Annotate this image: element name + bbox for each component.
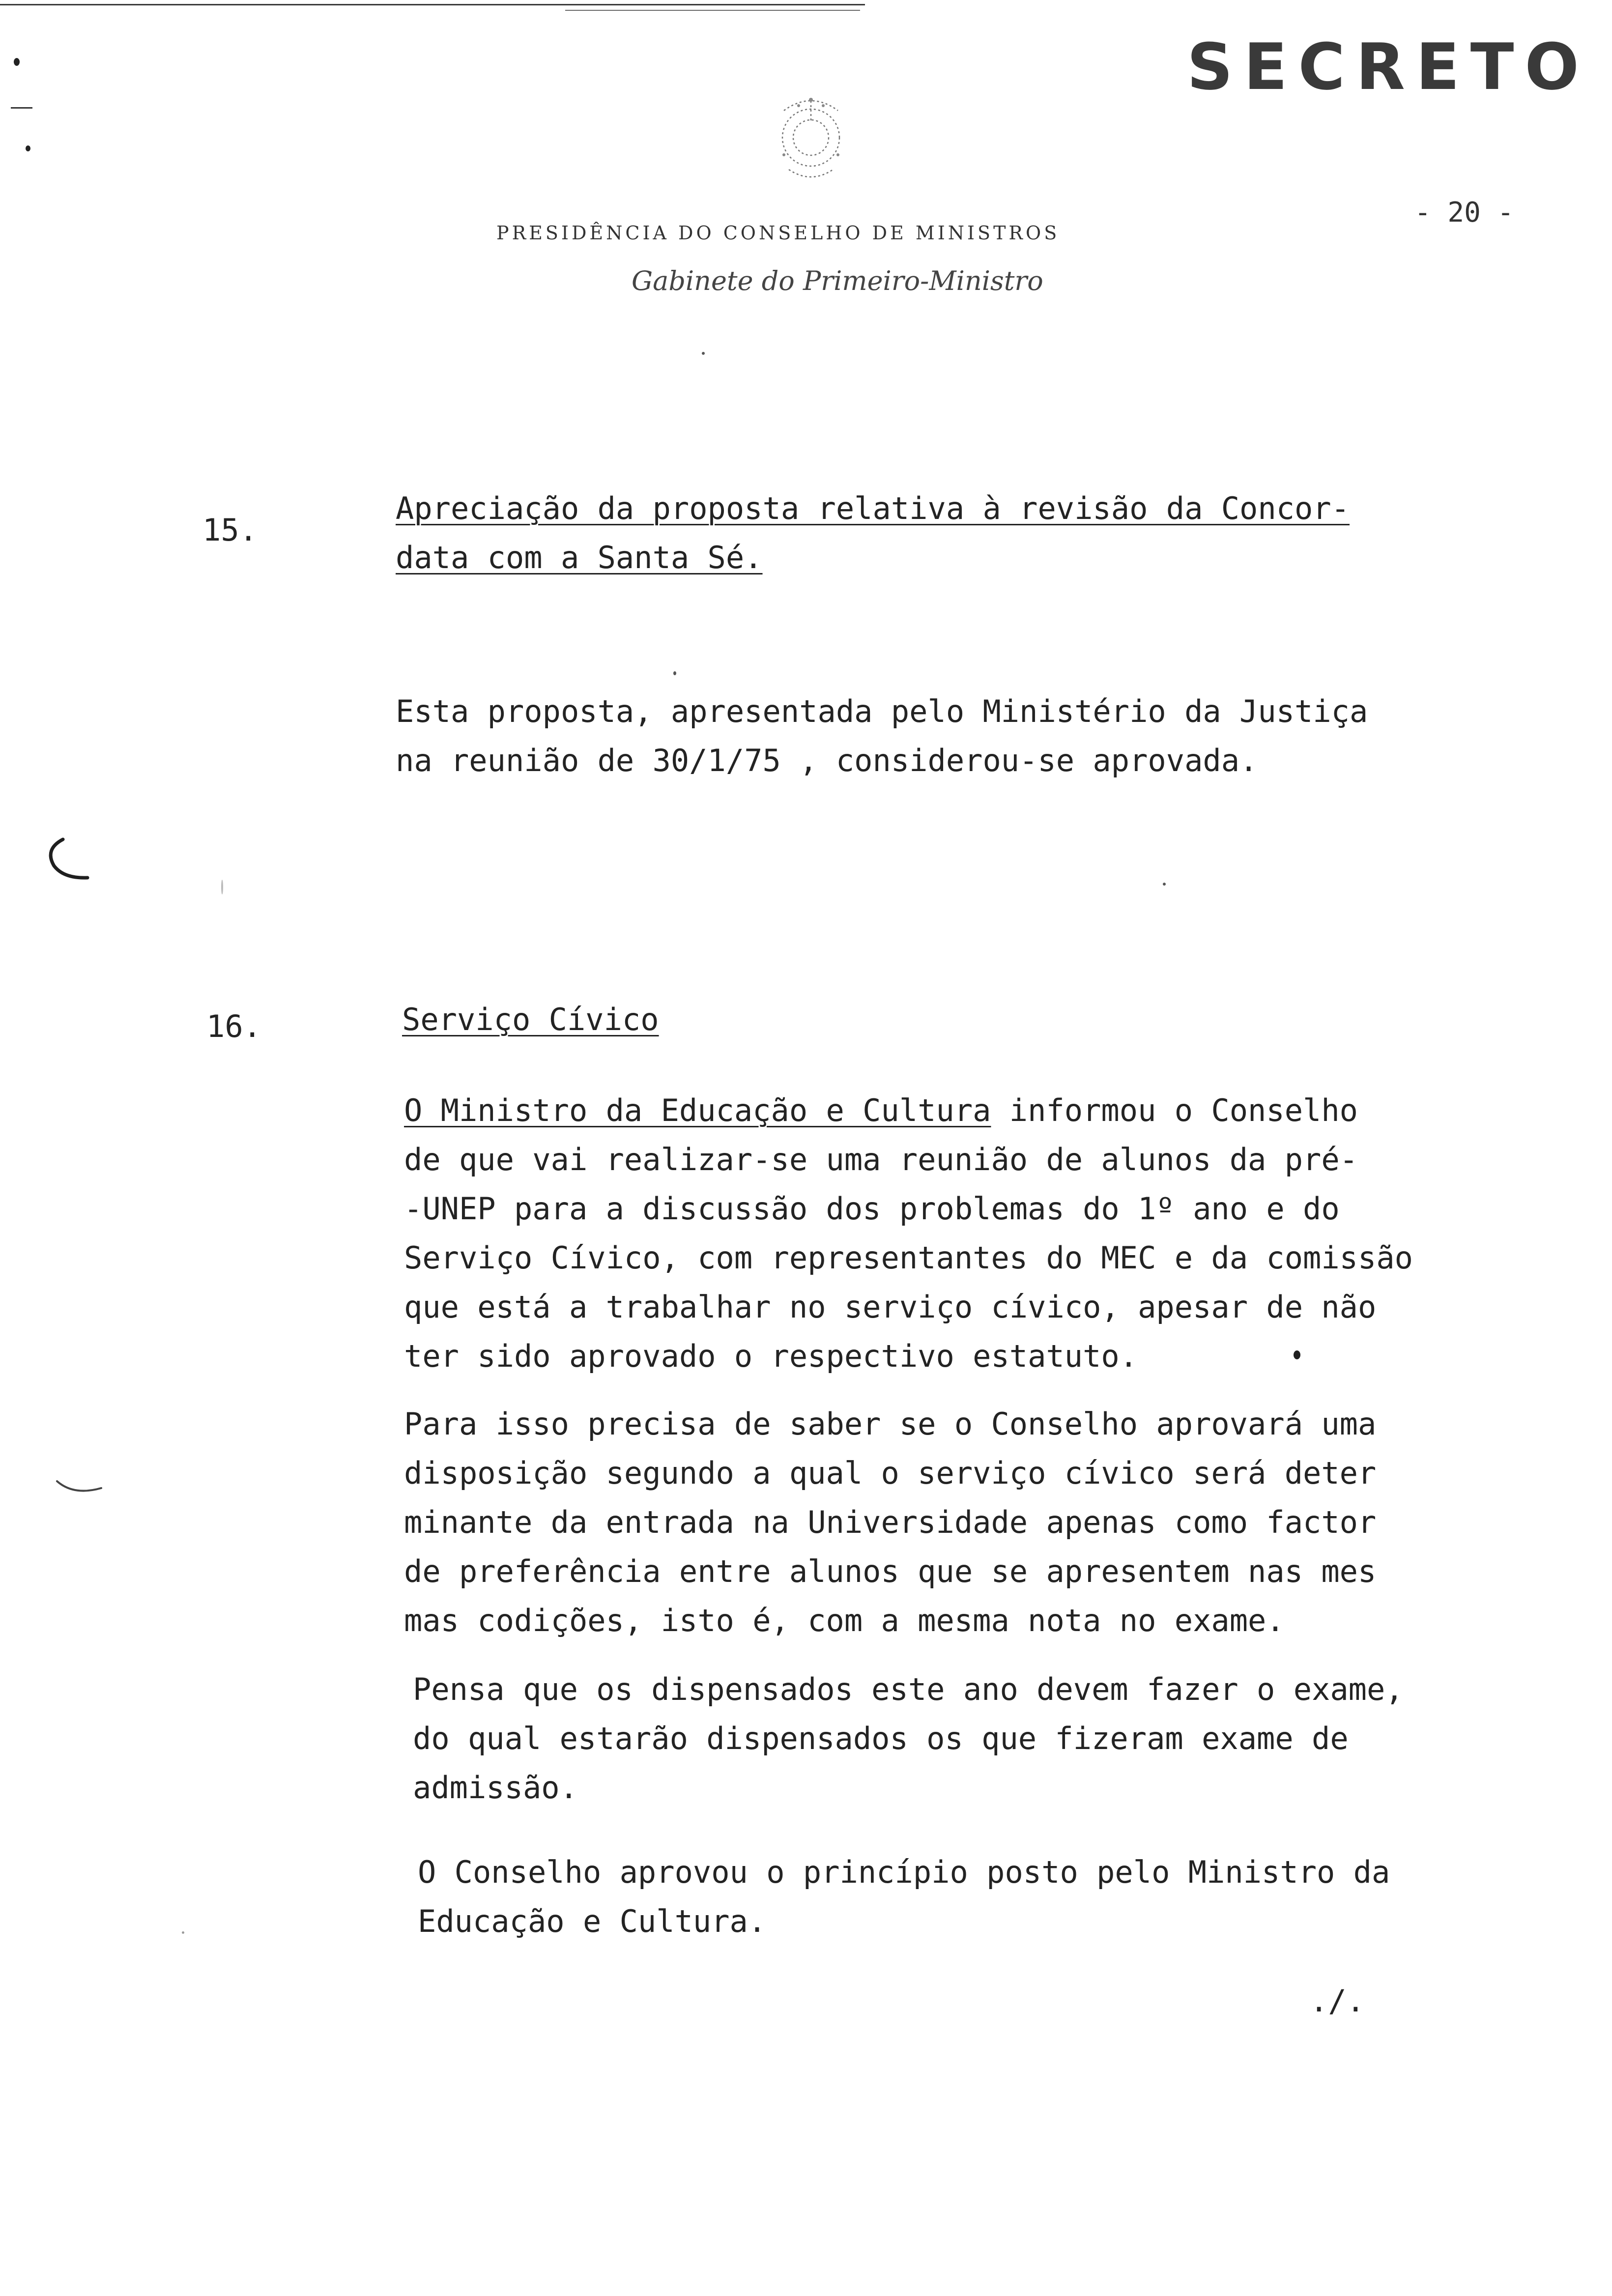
item-15-paragraph-line: Esta proposta, apresentada pelo Ministério da Justiça	[396, 693, 1368, 729]
paragraph-line: Pensa que os dispensados este ano devem fazer o exame,	[413, 1671, 1404, 1707]
paragraph-line: disposição segundo a qual o serviço cívico será deter	[404, 1455, 1377, 1491]
item-16-paragraph-1	[404, 1086, 1413, 1381]
scan-speck	[673, 671, 676, 675]
scan-speck	[1163, 883, 1166, 886]
scan-speck	[182, 1931, 184, 1934]
margin-dash-mark	[11, 107, 32, 109]
scan-speck	[221, 880, 223, 894]
scan-speck	[702, 352, 705, 355]
letterhead-title: PRESIDÊNCIA DO CONSELHO DE MINISTROS	[496, 222, 1060, 244]
margin-dot-mark	[26, 145, 30, 151]
paragraph-line: de que vai realizar-se uma reunião de alunos da pré-	[404, 1142, 1358, 1177]
margin-curve-mark	[54, 1474, 108, 1504]
item-16-paragraph-4	[418, 1848, 1390, 1946]
page-number: - 20 -	[1414, 197, 1514, 229]
paragraph-line: -UNEP para a discussão dos problemas do 1º ano e do	[404, 1191, 1340, 1227]
letterhead-subtitle: Gabinete do Primeiro-Ministro	[632, 265, 1043, 296]
item-16-paragraph-3	[413, 1665, 1404, 1812]
coat-of-arms-emblem	[769, 91, 853, 184]
paragraph-line: Educação e Cultura.	[418, 1903, 767, 1939]
paragraph-line: Para isso precisa de saber se o Conselho aprovará uma	[404, 1406, 1377, 1442]
item-15-heading-line: Apreciação da proposta relativa à revisão da Concor-	[396, 490, 1350, 526]
paragraph-line: que está a trabalhar no serviço cívico, apesar de não	[404, 1289, 1377, 1325]
top-border-line	[0, 4, 865, 5]
minister-name-underlined: O Ministro da Educação e Cultura	[404, 1092, 991, 1128]
paragraph-line: O Ministro da Educação e Cultura informou o Conselho	[404, 1092, 1358, 1128]
paragraph-line: ter sido aprovado o respectivo estatuto.	[404, 1338, 1138, 1374]
paragraph-line: Serviço Cívico, com representantes do MEC e da comissão	[404, 1240, 1413, 1276]
item-15-heading-line: data com a Santa Sé.	[396, 540, 763, 575]
paragraph-line: minante da entrada na Universidade apenas como factor	[404, 1504, 1377, 1540]
paragraph-line: O Conselho aprovou o princípio posto pelo Ministro da	[418, 1854, 1390, 1890]
item-15-number: 15.	[202, 512, 258, 548]
paragraph-line: de preferência entre alunos que se apresentem nas mes	[404, 1553, 1377, 1589]
item-16-heading: Serviço Cívico	[402, 1002, 659, 1037]
item-16-number: 16.	[206, 1008, 261, 1044]
secret-stamp: SECRETO	[1187, 29, 1590, 104]
top-border-line-secondary	[565, 10, 860, 11]
item-15-paragraph-line: na reunião de 30/1/75 , considerou-se aprovada.	[396, 743, 1258, 778]
item-16-paragraph-2	[404, 1400, 1376, 1645]
paragraph-line: admissão.	[413, 1770, 578, 1806]
continuation-mark: ./.	[1310, 1983, 1365, 2019]
paragraph-line: mas codições, isto é, com a mesma nota no exame.	[404, 1603, 1285, 1638]
paragraph-line: do qual estarão dispensados os que fizeram exame de	[413, 1721, 1349, 1756]
item-15-heading	[396, 484, 1350, 582]
margin-dot-mark	[14, 58, 20, 66]
margin-bracket-mark	[39, 831, 98, 890]
item-15-paragraph	[396, 687, 1368, 785]
